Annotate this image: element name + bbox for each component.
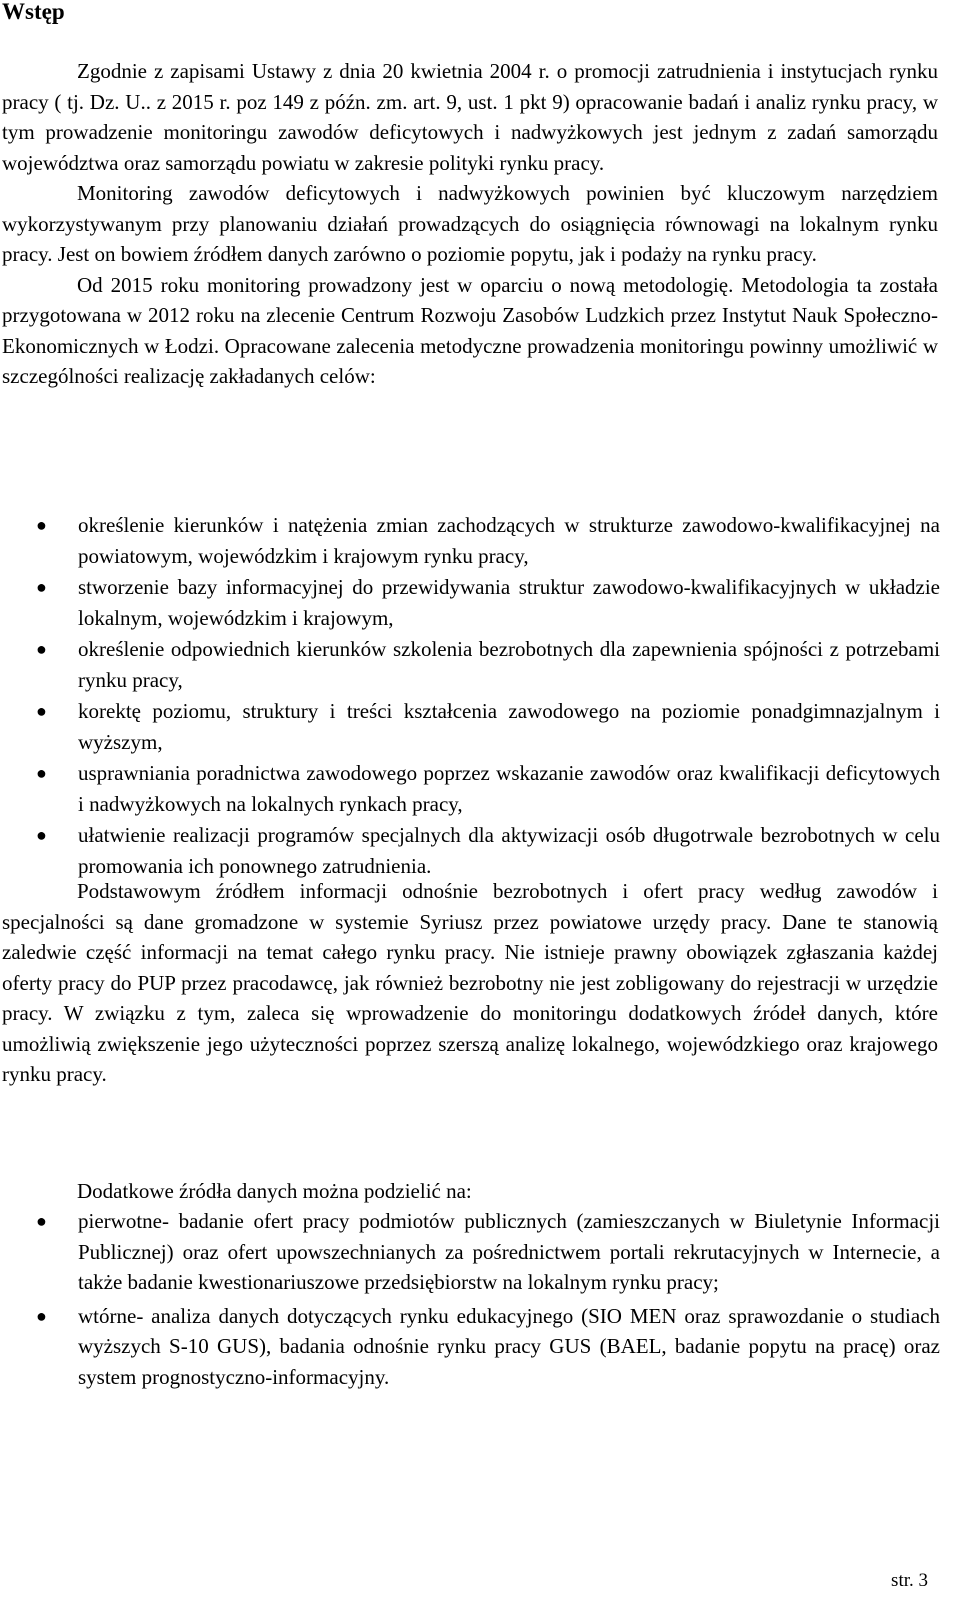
goal-text: ułatwienie realizacji programów specjalnych dla aktywizacji osób długotrwale bezrobotnych w celu promowania ich ponownego zatrudnienia.: [78, 823, 940, 878]
bullet-icon: ●: [36, 515, 47, 535]
goal-text: określenie kierunków i natężenia zmian zachodzących w strukturze zawodowo-kwalifikacyjnej na powiatowym, wojewódzkim i krajowym rynku pracy,: [78, 513, 940, 568]
additional-sources-section: [2, 1176, 938, 1207]
sources-paragraph: Podstawowym źródłem informacji odnośnie bezrobotnych i ofert pracy według zawodów i specjalności są dane gromadzone w systemie Syriusz przez powiatowe urzędy pracy. Dane te stanowią zaledwie część informacji na temat całego rynku pracy. Nie istnieje prawny obowiązek zgłaszania każdej oferty pracy do PUP przez pracodawcę, jak również bezrobotny nie jest zobligowany do rejestracji w urzędzie pracy. W związku z tym, zaleca się wprowadzenie do monitoringu dodatkowych źródeł danych, które umożliwią zwiększenie jego użyteczności poprzez szerszą analizę lokalnego, wojewódzkiego oraz krajowego rynku pracy.: [2, 879, 938, 1086]
source-text: pierwotne- badanie ofert pracy podmiotów publicznych (zamieszczanych w Biuletynie Informacji Publicznej) oraz ofert upowszechnianych za pośrednictwem portali rekrutacyjnych w Internecie, a także badanie kwestionariuszowe przedsiębiorstw na lokalnym rynku pracy;: [78, 1209, 940, 1294]
goal-text: korektę poziomu, struktury i treści kształcenia zawodowego na poziomie ponadgimnazjalnym i wyższym,: [78, 699, 940, 754]
goal-text: usprawniania poradnictwa zawodowego poprzez wskazanie zawodów oraz kwalifikacji deficytowych i nadwyżkowych na lokalnych rynkach pracy,: [78, 761, 940, 816]
bullet-icon: ●: [36, 577, 47, 597]
source-text: wtórne- analiza danych dotyczących rynku edukacyjnego (SIO MEN oraz sprawozdanie o studiach wyższych S-10 GUS), badania odnośnie rynku pracy GUS (BAEL, badanie popytu na pracę) oraz system prognostyczno-informacyjny.: [78, 1303, 940, 1389]
intro-paragraph-legal-basis: Zgodnie z zapisami Ustawy z dnia 20 kwietnia 2004 r. o promocji zatrudnienia i instytucjach rynku pracy ( tj. Dz. U.. z 2015 r. poz 149 z późn. zm. art. 9, ust. 1 pkt 9) opracowanie badań i analiz rynku pracy, w tym prowadzenie monitoringu zawodów deficytowych i nadwyżkowych jest jednym z zadań samorządu województwa oraz samorządu powiatu w zakresie polityki rynku pracy.: [2, 59, 938, 175]
page-number: str. 3: [891, 1570, 928, 1591]
list-item: [0, 1301, 940, 1393]
bullet-icon: ●: [36, 639, 47, 659]
intro-section: [2, 56, 938, 392]
additional-sources-list: [0, 1206, 940, 1395]
goals-list: [0, 510, 940, 882]
list-item: [0, 634, 940, 695]
bullet-icon: ●: [36, 701, 47, 721]
intro-paragraph-monitoring-purpose: Monitoring zawodów deficytowych i nadwyżkowych powinien być kluczowym narzędziem wykorzystywanym przy planowaniu działań prowadzących do osiągnięcia równowagi na lokalnym rynku pracy. Jest on bowiem źródłem danych zarówno o poziomie popytu, jak i podaży na rynku pracy.: [2, 181, 938, 266]
intro-paragraph-methodology: Od 2015 roku monitoring prowadzony jest w oparciu o nową metodologię. Metodologia ta została przygotowana w 2012 roku na zlecenie Centrum Rozwoju Zasobów Ludzkich przez Instytut Nauk Społeczno- Ekonomicznych w Łodzi. Opracowane zalecenia metodyczne prowadzenia monitoringu powinny umożliwić w szczególności realizację zakładanych celów:: [2, 272, 938, 388]
list-item: [0, 758, 940, 819]
section-heading: Wstęp: [2, 0, 65, 24]
list-item: [0, 820, 940, 881]
list-item: [0, 1206, 940, 1298]
list-item: [0, 572, 940, 633]
goal-text: określenie odpowiednich kierunków szkolenia bezrobotnych dla zapewnienia spójności z potrzebami rynku pracy,: [78, 637, 940, 692]
additional-sources-intro: Dodatkowe źródła danych można podzielić na:: [77, 1179, 472, 1203]
goal-text: stworzenie bazy informacyjnej do przewidywania struktur zawodowo-kwalifikacyjnych w układzie lokalnym, wojewódzkim i krajowym,: [78, 575, 940, 630]
list-item: [0, 696, 940, 757]
list-item: [0, 510, 940, 571]
bullet-icon: ●: [36, 1211, 47, 1231]
bullet-icon: ●: [36, 763, 47, 783]
bullet-icon: ●: [36, 825, 47, 845]
bullet-icon: ●: [36, 1305, 47, 1326]
data-sources-section: [2, 876, 938, 1090]
